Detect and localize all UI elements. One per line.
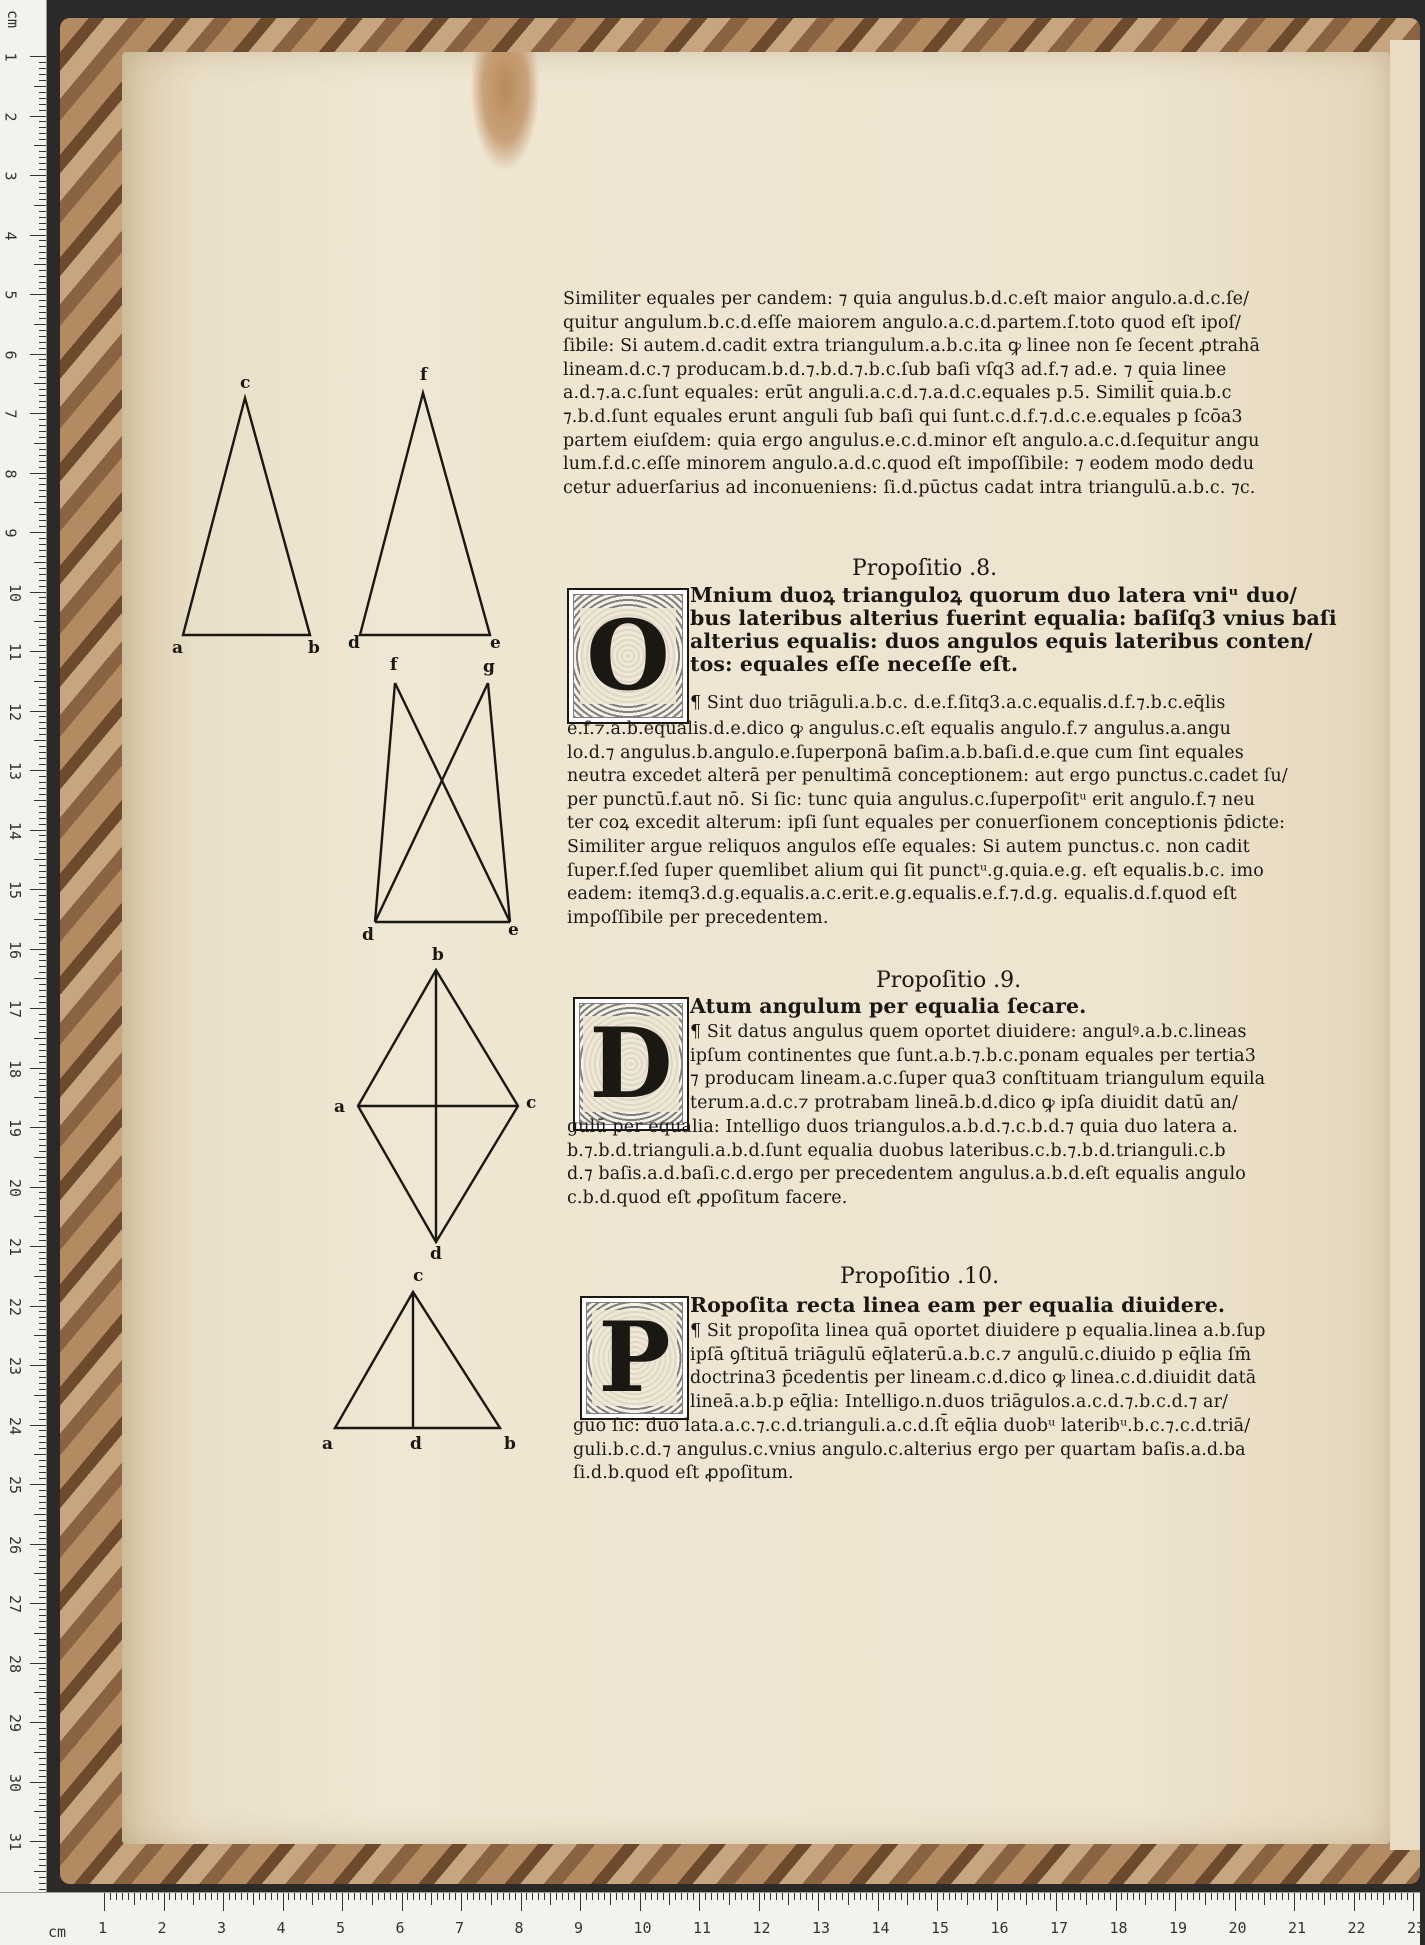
fig1-label-a: a xyxy=(172,638,184,658)
figure-2-triangle xyxy=(360,393,490,635)
text-line: ¶ Sint duo triāguli.a.b.c. d.e.f.ſitq3.a.c.equalis.d.f.⁊.b.c.eq̄lis xyxy=(690,693,1226,713)
prop9-initial-letter: D xyxy=(583,1016,678,1112)
text-line: ¶ Sit propoſita linea quā oportet diuidere p equalia.linea a.b.ſup xyxy=(690,1321,1266,1341)
fig5-label-c: c xyxy=(413,1266,424,1286)
ruler-number: 22 xyxy=(6,1297,25,1316)
fig1-label-b: b xyxy=(308,638,320,658)
text-line: partem eiuſdem: quia ergo angulus.e.c.d.minor eſt angulo.a.c.d.ſequitur angu xyxy=(563,430,1260,451)
text-line: e.f.⁊.a.b.equalis.d.e.dico ꝙ angulus.c.eſt equalis angulo.f.⁊ angulus.a.angu xyxy=(567,719,1232,739)
ruler-number: 23 xyxy=(1407,1919,1425,1937)
fig5-label-b: b xyxy=(504,1434,516,1454)
prop7-continuation xyxy=(563,288,1260,500)
text-line: Atum angulum per equalia ſecare. xyxy=(690,994,1087,1018)
ruler-number: 21 xyxy=(1288,1919,1307,1937)
ruler-number: 20 xyxy=(1228,1919,1247,1937)
ruler-number: 12 xyxy=(752,1919,771,1937)
text-line: bus lateribus alterius fuerint equalia: baſiſq3 vnius baſi xyxy=(690,606,1337,630)
text-line: ipſā ꝯſtituā triāgulū eq̄laterū.a.b.c.⁊ angulū.c.diuido p eq̄lia ſm̄ xyxy=(690,1344,1252,1365)
text-line: quitur angulum.b.c.d.eſſe maiorem angulo.a.c.d.partem.ſ.toto quod eſt ipoſ/ xyxy=(563,312,1242,333)
fig5-label-d: d xyxy=(410,1434,422,1454)
ruler-number: 9 xyxy=(574,1919,584,1937)
text-line: lo.d.⁊ angulus.b.angulo.e.ſuperponā baſim.a.b.baſi.d.e.que cum ſint equales xyxy=(567,742,1244,763)
ruler-number: 14 xyxy=(871,1919,890,1937)
ruler-number: 12 xyxy=(6,702,25,721)
text-line: cetur aduerſarius ad inconueniens: ſi.d.pūctus cadat intra triangulū.a.b.c. ⁊c. xyxy=(563,477,1256,498)
text-line: neutra excedet alterā per penultimā conceptionem: aut ergo punctus.c.cadet ſu/ xyxy=(567,766,1288,787)
text-line: ¶ Sit datus angulus quem oportet diuidere: angulꝰ.a.b.c.lineas xyxy=(690,1022,1247,1042)
figure-1-triangle xyxy=(183,398,310,635)
ruler-number: 10 xyxy=(6,583,25,602)
ruler-number: 4 xyxy=(276,1919,286,1937)
prop10-heading: Propoſitio .10. xyxy=(840,1264,1000,1289)
text-line: terum.a.d.c.⁊ protrabam lineā.b.d.dico ꝙ ipſa diuidit datū an/ xyxy=(690,1092,1238,1113)
text-line: b.⁊.b.d.trianguli.a.b.d.ſunt equalia duobus lateribus.c.b.⁊.b.d.trianguli.c.b xyxy=(567,1140,1226,1161)
ruler-unit-label: cm xyxy=(4,9,23,29)
ruler-number: 24 xyxy=(6,1416,25,1435)
ruler-number: 28 xyxy=(6,1654,25,1673)
fig4-label-a: a xyxy=(334,1097,346,1117)
figure-5-bisected-triangle xyxy=(335,1292,500,1428)
ruler-number: 17 xyxy=(1050,1919,1069,1937)
prop10-proof xyxy=(573,1415,1250,1486)
text-line: ⁊ producam lineam.a.c.ſuper qua3 conſtituam triangulum equila xyxy=(690,1069,1266,1090)
text-line: lineā.a.b.p eq̄lia: Intelligo.n.duos triāgulos.a.c.d.⁊.b.c.d.⁊ ar/ xyxy=(690,1391,1229,1412)
ruler-number: 15 xyxy=(6,880,25,900)
ruler-unit-label-bottom: cm xyxy=(48,1923,67,1941)
ruler-number: 23 xyxy=(6,1356,25,1376)
text-line: d.⁊ baſis.a.d.baſi.c.d.ergo per precedentem angulus.a.b.d.eſt equalis angulo xyxy=(567,1164,1246,1185)
prop8-initial xyxy=(567,588,689,724)
text-line: lineam.d.c.⁊ producam.b.d.⁊.b.d.⁊.b.c.ſub baſi vſq3 ad.f.⁊ ad.e. ⁊ quia linee xyxy=(563,359,1227,380)
prop8-proof-first xyxy=(690,692,1225,716)
prop9-heading: Propoſitio .9. xyxy=(876,968,1022,993)
prop10-initial-letter: P xyxy=(592,1310,676,1406)
text-line: Similiter argue reliquos angulos eſſe equales: Si autem punctus.c. non cadit xyxy=(567,836,1250,857)
fig4-label-b: b xyxy=(432,945,444,965)
ruler-number: 26 xyxy=(6,1535,25,1554)
fig4-label-c: c xyxy=(526,1093,537,1113)
fig3-label-d: d xyxy=(362,925,374,945)
prop8-heading: Propoſitio .8. xyxy=(852,556,998,581)
ruler-number: 22 xyxy=(1347,1919,1366,1937)
fig2-label-f: f xyxy=(420,365,428,385)
ruler-number: 14 xyxy=(6,821,25,840)
prop9-proof-indented xyxy=(690,1021,1265,1115)
text-line: c.b.d.quod eſt ꝓpoſitum facere. xyxy=(567,1187,848,1208)
ruler-number: 5 xyxy=(336,1919,346,1937)
ruler-number: 7 xyxy=(1,409,20,419)
ruler-number: 29 xyxy=(6,1713,25,1733)
ruler-number: 31 xyxy=(6,1832,25,1852)
figure-3-superposed-triangles xyxy=(375,683,510,922)
text-line: Ropoſita recta linea eam per equalia diuidere. xyxy=(690,1293,1226,1317)
prop9-enunciation xyxy=(690,995,1086,1018)
text-line: a.d.⁊.a.c.ſunt equales: erūt anguli.a.c.d.⁊.a.d.c.equales p.5. Similit̄ quia.b.c xyxy=(563,383,1232,404)
ruler-number: 19 xyxy=(6,1118,25,1138)
fig5-label-a: a xyxy=(322,1434,334,1454)
prop10-enunciation xyxy=(690,1294,1225,1317)
ruler-number: 27 xyxy=(6,1594,25,1614)
fig3-label-g: g xyxy=(483,657,495,677)
ruler-number: 17 xyxy=(6,999,25,1019)
text-line: Mnium duoꝝ trianguloꝝ quorum duo latera vniᵘ duo/ xyxy=(690,583,1297,607)
text-line: doctrina3 p̄cedentis per lineam.c.d.dico ꝙ linea.c.d.diuidit datā xyxy=(690,1368,1257,1389)
ruler-number: 8 xyxy=(1,468,20,479)
text-line: eadem: itemq3.d.g.equalis.a.c.erit.e.g.equalis.e.f.⁊.d.g. equalis.d.f.quod eſt xyxy=(567,884,1237,905)
text-line: impoſſibile per precedentem. xyxy=(567,907,829,928)
ruler-number: 10 xyxy=(633,1919,652,1937)
ruler-number: 6 xyxy=(395,1919,405,1937)
ruler-number: 3 xyxy=(1,171,20,181)
text-line: ⁊.b.d.ſunt equales erunt anguli ſub baſi qui ſunt.c.d.f.⁊.d.c.e.equales p ſcōa3 xyxy=(563,406,1243,427)
text-line: ſuper.f.ſed ſuper quemlibet alium qui ſit punctᵘ.g.quia.e.g. eſt equalis.b.c. imo xyxy=(567,860,1264,881)
text-line: ter coꝝ excedit alterum: ipſi ſunt equales per conuerſionem conceptionis p̄dicte: xyxy=(567,813,1286,834)
ruler-number: 11 xyxy=(6,642,25,662)
ruler-number: 3 xyxy=(217,1919,227,1937)
prop9-proof xyxy=(567,1116,1246,1210)
text-line: guo ſic: duo lata.a.c.⁊.c.d.trianguli.a.c.d.ſt̄ eq̄lia duobᵘ lateribᵘ.b.c.⁊.c.d.triā/ xyxy=(573,1416,1251,1436)
prop10-initial xyxy=(580,1296,689,1420)
prop8-proof xyxy=(567,718,1288,930)
fig3-label-f: f xyxy=(390,655,398,675)
fig1-label-c: c xyxy=(240,373,251,393)
prop8-initial-letter: O xyxy=(580,608,676,704)
ruler-number: 25 xyxy=(6,1475,25,1495)
text-line: ſibile: Si autem.d.cadit extra triangulum.a.b.c.ita ꝙ linee non ſe ſecent ꝓtrahā xyxy=(563,336,1261,357)
ruler-number: 1 xyxy=(98,1919,108,1937)
ruler-number: 8 xyxy=(514,1919,524,1937)
text-line: per punctū.f.aut nō. Si ſic: tunc quia angulus.c.ſuperpoſitᵘ erit angulo.f.⁊ neu xyxy=(567,789,1256,810)
ruler-number: 13 xyxy=(6,761,25,781)
prop10-proof-indented xyxy=(690,1320,1266,1414)
ruler-number: 2 xyxy=(1,111,20,122)
ruler-number: 21 xyxy=(6,1237,25,1257)
prop9-initial xyxy=(573,997,689,1131)
ruler-number: 16 xyxy=(6,940,25,959)
ruler-number: 9 xyxy=(1,528,20,538)
ruler-number: 5 xyxy=(1,290,20,300)
text-line: alterius equalis: duos angulos equis lateribus conten/ xyxy=(690,629,1313,653)
fig4-label-d: d xyxy=(430,1244,442,1264)
text-line: gulū per equalia: Intelligo duos triangulos.a.b.d.⁊.c.b.d.⁊ quia duo latera a. xyxy=(567,1117,1238,1137)
ruler-number: 15 xyxy=(931,1919,950,1937)
text-line: ſi.d.b.quod eſt ꝓpoſitum. xyxy=(573,1463,794,1484)
fig2-label-e: e xyxy=(490,633,501,653)
text-line: guli.b.c.d.⁊ angulus.c.vnius angulo.c.alterius ergo per quartam baſis.a.d.ba xyxy=(573,1439,1246,1460)
ruler-number: 13 xyxy=(812,1919,831,1937)
ruler-number: 18 xyxy=(6,1059,25,1078)
text-line: tos: equales eſſe neceſſe eſt. xyxy=(690,652,1019,676)
ruler-number: 16 xyxy=(990,1919,1009,1937)
figure-4-rhombus xyxy=(358,970,518,1242)
text-line: ipſum continentes que ſunt.a.b.⁊.b.c.ponam equales per tertia3 xyxy=(690,1045,1256,1066)
prop8-enunciation xyxy=(690,584,1337,676)
ruler-number: 6 xyxy=(1,349,20,360)
fig3-label-e: e xyxy=(508,920,519,940)
fig2-label-d: d xyxy=(348,633,360,653)
ruler-number: 2 xyxy=(157,1919,167,1937)
ruler-number: 4 xyxy=(1,230,20,241)
ruler-number: 11 xyxy=(693,1919,712,1937)
ruler-number: 7 xyxy=(455,1919,465,1937)
text-line: lum.f.d.c.eſſe minorem angulo.a.d.c.quod eſt impoſſibile: ⁊ eodem modo dedu xyxy=(563,454,1255,475)
ruler-number: 20 xyxy=(6,1178,25,1197)
ruler-number: 30 xyxy=(6,1773,25,1792)
ruler-number: 18 xyxy=(1109,1919,1128,1937)
text-line: Similiter equales per candem: ⁊ quia angulus.b.d.c.eſt maior angulo.a.d.c.ſe/ xyxy=(563,289,1250,309)
ruler-number: 19 xyxy=(1169,1919,1188,1937)
ruler-number: 1 xyxy=(1,52,20,62)
